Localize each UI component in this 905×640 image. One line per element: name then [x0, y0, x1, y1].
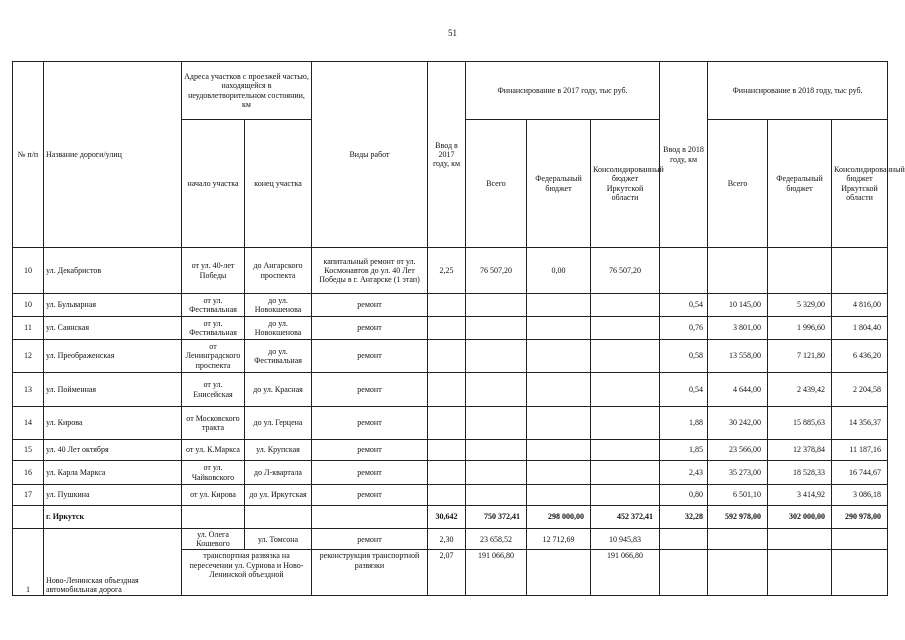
row-federal-2017: 0,00	[527, 248, 591, 294]
header-end: конец участка	[245, 120, 312, 248]
row-input-2018: 0,80	[660, 485, 708, 506]
header-consolidated-2017: Консолидированный бюджет Иркутской области	[591, 120, 660, 248]
financing-table	[12, 61, 905, 596]
table-row	[13, 340, 888, 373]
row-federal-2018: 1 996,60	[768, 317, 832, 340]
row-work: капитальный ремонт от ул. Космонавтов до ул. 40 Лет Победы в г. Ангарске (1 этап)	[312, 248, 428, 294]
row-input-2017	[428, 340, 466, 373]
row-end: до Л-квартала	[245, 461, 312, 485]
row-federal-2018: 2 439,42	[768, 373, 832, 407]
row-no: 12	[13, 340, 44, 373]
row-end: до ул. Новокшенова	[245, 294, 312, 317]
row-consolidated-2018: 6 436,20	[832, 340, 888, 373]
row-work: ремонт	[312, 529, 428, 550]
total-input-2018: 32,28	[660, 506, 708, 529]
row-consolidated-2018: 11 187,16	[832, 440, 888, 461]
row-federal-2017	[527, 485, 591, 506]
total-work	[312, 506, 428, 529]
row-input-2018: 0,54	[660, 294, 708, 317]
row-start: от ул. Фестивальная	[182, 294, 245, 317]
row-consolidated-2018: 4 816,00	[832, 294, 888, 317]
total-name: г. Иркутск	[44, 506, 182, 529]
row-name: ул. 40 Лет октября	[44, 440, 182, 461]
row-input-2017	[428, 461, 466, 485]
header-total-2018: Всего	[708, 120, 768, 248]
row-federal-2018	[768, 248, 832, 294]
row-input-2018	[660, 550, 708, 596]
row-input-2018: 1,88	[660, 407, 708, 440]
row-work: ремонт	[312, 317, 428, 340]
table-row	[13, 407, 888, 440]
row-consolidated-2017	[591, 485, 660, 506]
row-input-2017	[428, 440, 466, 461]
row-no: 11	[13, 317, 44, 340]
row-input-2017: 2,25	[428, 248, 466, 294]
row-no: 1	[13, 529, 44, 596]
row-work: ремонт	[312, 373, 428, 407]
total-row	[13, 506, 888, 529]
row-end: ул. Крупская	[245, 440, 312, 461]
row-work: ремонт	[312, 440, 428, 461]
row-work: ремонт	[312, 340, 428, 373]
header-work-type: Виды работ	[312, 62, 428, 248]
row-end: до Ангарского проспекта	[245, 248, 312, 294]
row-total-2018: 10 145,00	[708, 294, 768, 317]
row-input-2018: 1,85	[660, 440, 708, 461]
row-total-2018	[708, 529, 768, 550]
header-financing-2017: Финансирование в 2017 году, тыс руб.	[466, 62, 660, 120]
row-consolidated-2017	[591, 407, 660, 440]
row-federal-2017: 12 712,69	[527, 529, 591, 550]
row-federal-2018: 12 378,84	[768, 440, 832, 461]
row-federal-2017	[527, 550, 591, 596]
row-total-2017: 191 066,80	[466, 550, 527, 596]
header-consolidated-2018: Консолидированный бюджет Иркутской области	[832, 120, 888, 248]
row-name: ул. Карла Маркса	[44, 461, 182, 485]
row-input-2018: 0,76	[660, 317, 708, 340]
row-input-2018: 0,54	[660, 373, 708, 407]
row-federal-2017	[527, 340, 591, 373]
row-start: от ул. 40-лет Победы	[182, 248, 245, 294]
table-row	[13, 461, 888, 485]
row-no: 10	[13, 248, 44, 294]
row-federal-2018: 18 528,33	[768, 461, 832, 485]
row-total-2017	[466, 317, 527, 340]
row-total-2018: 13 558,00	[708, 340, 768, 373]
total-input-2017: 30,642	[428, 506, 466, 529]
row-name: ул. Декабристов	[44, 248, 182, 294]
row-consolidated-2018: 14 356,37	[832, 407, 888, 440]
row-work: ремонт	[312, 461, 428, 485]
total-total-2018: 592 978,00	[708, 506, 768, 529]
row-federal-2017	[527, 294, 591, 317]
row-name: ул. Кирова	[44, 407, 182, 440]
row-total-2017	[466, 340, 527, 373]
row-input-2017	[428, 373, 466, 407]
row-total-2017: 76 507,20	[466, 248, 527, 294]
header-input-2017: Ввод в 2017 году, км	[428, 62, 466, 248]
row-name: ул. Пойменная	[44, 373, 182, 407]
row-name: Ново-Ленинская объездная автомобильная дорога	[44, 529, 182, 596]
row-input-2018	[660, 529, 708, 550]
row-total-2018: 30 242,00	[708, 407, 768, 440]
row-input-2017	[428, 407, 466, 440]
row-consolidated-2018	[832, 550, 888, 596]
row-federal-2017	[527, 440, 591, 461]
table-row	[13, 529, 888, 550]
row-total-2018: 4 644,00	[708, 373, 768, 407]
row-consolidated-2017	[591, 461, 660, 485]
header-input-2018: Ввод в 2018 году, км	[660, 62, 708, 248]
row-start: ул. Олега Кошевого	[182, 529, 245, 550]
row-total-2018: 3 801,00	[708, 317, 768, 340]
table-row	[13, 440, 888, 461]
row-consolidated-2018: 16 744,67	[832, 461, 888, 485]
table-row	[13, 248, 888, 294]
row-federal-2018: 5 329,00	[768, 294, 832, 317]
row-total-2017	[466, 440, 527, 461]
row-address: транспортная развязка на пересечении ул. Сурнова и Ново-Ленинской объездной	[182, 550, 312, 596]
table-row	[13, 317, 888, 340]
row-name: ул. Бульварная	[44, 294, 182, 317]
row-end: ул. Томсона	[245, 529, 312, 550]
header-road-name: Название дороги/улиц	[44, 62, 182, 248]
row-input-2018: 2,43	[660, 461, 708, 485]
row-input-2017: 2,07	[428, 550, 466, 596]
row-consolidated-2017: 76 507,20	[591, 248, 660, 294]
total-federal-2017: 298 000,00	[527, 506, 591, 529]
header-addresses: Адреса участков с проезжей частью, находящейся в неудовлетворительном состоянии, км	[182, 62, 312, 120]
row-start: от ул. К.Маркса	[182, 440, 245, 461]
row-no: 17	[13, 485, 44, 506]
row-work: ремонт	[312, 407, 428, 440]
header-no: № п/п	[13, 62, 44, 248]
row-work: ремонт	[312, 485, 428, 506]
row-start: от ул. Чайковского	[182, 461, 245, 485]
header-start: начало участка	[182, 120, 245, 248]
row-work: реконструкция транспортной развязки	[312, 550, 428, 596]
row-total-2018: 23 566,00	[708, 440, 768, 461]
total-no	[13, 506, 44, 529]
row-federal-2018: 3 414,92	[768, 485, 832, 506]
row-consolidated-2018: 3 086,18	[832, 485, 888, 506]
row-consolidated-2018	[832, 529, 888, 550]
header-federal-2017: Федеральный бюджет	[527, 120, 591, 248]
row-federal-2017	[527, 317, 591, 340]
row-consolidated-2017	[591, 294, 660, 317]
row-total-2017	[466, 485, 527, 506]
row-no: 14	[13, 407, 44, 440]
table-row	[13, 373, 888, 407]
row-total-2018: 6 501,10	[708, 485, 768, 506]
row-federal-2017	[527, 407, 591, 440]
row-no: 15	[13, 440, 44, 461]
row-end: до ул. Иркутская	[245, 485, 312, 506]
total-end	[245, 506, 312, 529]
row-end: до ул. Красная	[245, 373, 312, 407]
row-federal-2017	[527, 373, 591, 407]
row-end: до ул. Новокшенова	[245, 317, 312, 340]
row-no: 16	[13, 461, 44, 485]
row-total-2018: 35 273,00	[708, 461, 768, 485]
total-consolidated-2018: 290 978,00	[832, 506, 888, 529]
row-start: от Ленинградского проспекта	[182, 340, 245, 373]
row-end: до ул. Фестивальная	[245, 340, 312, 373]
row-consolidated-2018	[832, 248, 888, 294]
page-number: 51	[448, 28, 457, 38]
row-input-2017: 2,30	[428, 529, 466, 550]
row-input-2017	[428, 485, 466, 506]
row-consolidated-2017	[591, 317, 660, 340]
row-end: до ул. Герцена	[245, 407, 312, 440]
row-input-2017	[428, 317, 466, 340]
row-no: 13	[13, 373, 44, 407]
total-consolidated-2017: 452 372,41	[591, 506, 660, 529]
row-total-2017	[466, 461, 527, 485]
row-consolidated-2018: 1 804,40	[832, 317, 888, 340]
header-total-2017: Всего	[466, 120, 527, 248]
row-input-2018	[660, 248, 708, 294]
table-row	[13, 294, 888, 317]
total-start	[182, 506, 245, 529]
row-start: от ул. Фестивальная	[182, 317, 245, 340]
header-federal-2018: Федеральный бюджет	[768, 120, 832, 248]
row-consolidated-2017	[591, 373, 660, 407]
row-consolidated-2017: 10 945,83	[591, 529, 660, 550]
header-financing-2018: Финансирование в 2018 году, тыс руб.	[708, 62, 888, 120]
row-total-2018	[708, 550, 768, 596]
row-consolidated-2018: 2 204,58	[832, 373, 888, 407]
row-federal-2017	[527, 461, 591, 485]
row-consolidated-2017	[591, 440, 660, 461]
row-start: от Московского тракта	[182, 407, 245, 440]
row-no: 10	[13, 294, 44, 317]
row-federal-2018	[768, 529, 832, 550]
row-total-2017	[466, 294, 527, 317]
row-name: ул. Саянская	[44, 317, 182, 340]
row-total-2017	[466, 407, 527, 440]
row-federal-2018: 7 121,80	[768, 340, 832, 373]
row-input-2018: 0,58	[660, 340, 708, 373]
total-federal-2018: 302 000,00	[768, 506, 832, 529]
row-total-2017	[466, 373, 527, 407]
row-input-2017	[428, 294, 466, 317]
row-work: ремонт	[312, 294, 428, 317]
row-federal-2018	[768, 550, 832, 596]
row-name: ул. Пушкина	[44, 485, 182, 506]
row-consolidated-2017	[591, 340, 660, 373]
row-total-2018	[708, 248, 768, 294]
row-start: от ул. Кирова	[182, 485, 245, 506]
row-federal-2018: 15 885,63	[768, 407, 832, 440]
table-row	[13, 485, 888, 506]
row-consolidated-2017: 191 066,80	[591, 550, 660, 596]
row-total-2017: 23 658,52	[466, 529, 527, 550]
total-total-2017: 750 372,41	[466, 506, 527, 529]
row-name: ул. Преображенская	[44, 340, 182, 373]
row-start: от ул. Енисейская	[182, 373, 245, 407]
